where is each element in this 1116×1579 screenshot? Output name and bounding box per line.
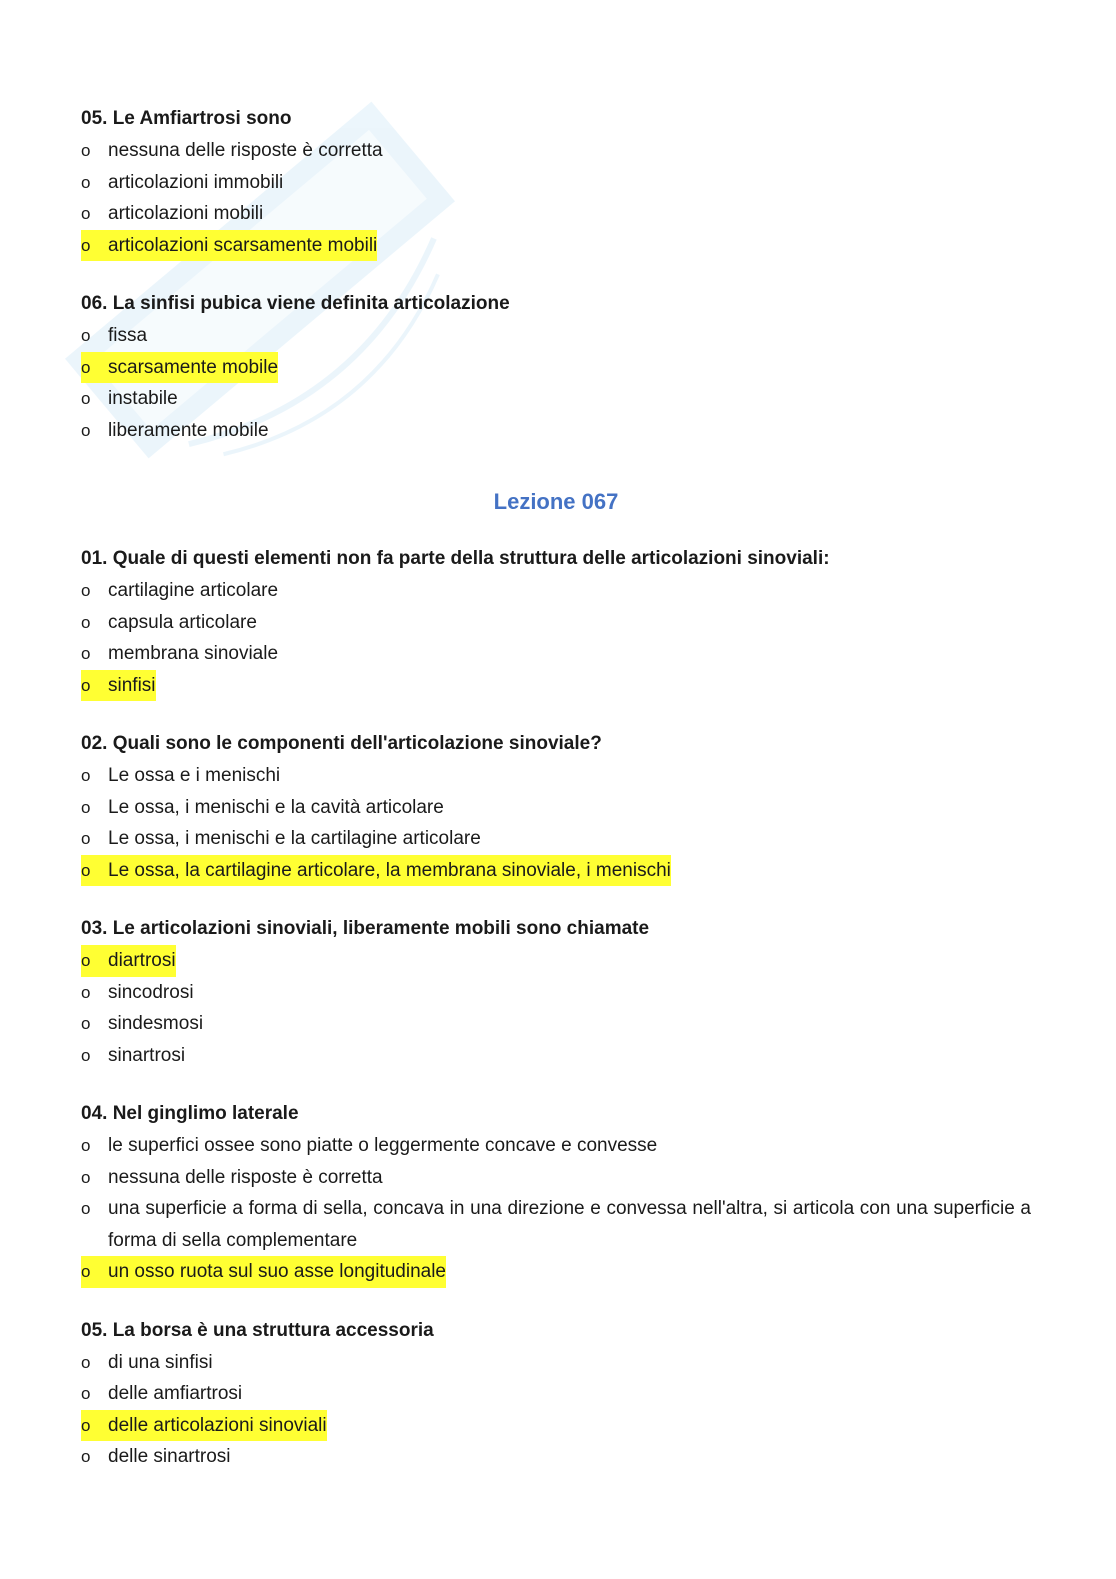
answer-option: [81, 607, 1031, 639]
bullet-icon: o: [81, 829, 91, 848]
answer-option: [81, 1008, 1031, 1040]
bullet-icon: o: [81, 1415, 91, 1435]
answer-option-correct: [81, 1410, 327, 1442]
answer-option-correct: [81, 945, 176, 977]
answer-option-correct: [81, 670, 156, 702]
answer-option: [81, 792, 1031, 824]
answer-option: [81, 977, 1031, 1009]
bullet-icon: o: [81, 982, 91, 1002]
answer-option-text: sinfisi: [108, 674, 156, 696]
bullet-icon: o: [81, 860, 91, 880]
answer-option-correct: [81, 1256, 446, 1288]
answer-option-correct: [81, 230, 377, 262]
question-title: 03. Le articolazioni sinoviali, liberamente mobili sono chiamate: [81, 918, 650, 939]
question-title: 02. Quali sono le componenti dell'articolazione sinoviale?: [81, 733, 602, 754]
answer-option-text: nessuna delle risposte è corretta: [108, 140, 383, 161]
answer-option: [81, 760, 1031, 792]
answer-option-text: un osso ruota sul suo asse longitudinale: [108, 1261, 447, 1282]
answer-option: [81, 1441, 1031, 1473]
bullet-icon: o: [81, 766, 91, 785]
bullet-icon: o: [81, 1045, 91, 1065]
answer-option-correct: [81, 855, 671, 887]
bullet-icon: o: [81, 172, 91, 192]
bullet-icon: o: [81, 1384, 91, 1403]
answer-option-text: fissa: [108, 325, 148, 346]
answer-option: [81, 1162, 1031, 1194]
question-block: [81, 728, 1031, 886]
answer-option: [81, 1040, 1031, 1072]
lesson-title: Lezione 067: [493, 489, 619, 514]
bullet-icon: o: [81, 675, 91, 695]
answer-option: [81, 575, 1031, 607]
question-block: [81, 1315, 1031, 1473]
answer-option: [81, 1378, 1031, 1410]
answer-option: [81, 383, 1031, 415]
bullet-icon: o: [81, 235, 91, 255]
bullet-icon: o: [81, 612, 91, 632]
bullet-icon: o: [81, 141, 91, 160]
answer-option-correct: [81, 352, 278, 384]
bullet-icon: o: [81, 1262, 91, 1281]
answer-option: [81, 198, 1031, 230]
bullet-icon: o: [81, 389, 91, 408]
answer-option-text: nessuna delle risposte è corretta: [108, 1166, 383, 1188]
answer-option-text: le superfici ossee sono piatte o leggermente concave e convesse: [108, 1135, 658, 1156]
answer-option: [81, 135, 1031, 167]
bullet-icon: o: [81, 357, 91, 377]
answer-option-text: cartilagine articolare: [108, 580, 279, 601]
answer-option-text: sindesmosi: [108, 1013, 204, 1034]
answer-option-text: articolazioni immobili: [108, 171, 284, 193]
answer-option: [81, 1193, 1031, 1256]
question-block: [81, 103, 1031, 261]
question-title: 06. La sinfisi pubica viene definita articolazione: [81, 293, 510, 314]
question-title: 01. Quale di questi elementi non fa parte della struttura delle articolazioni sinoviali:: [81, 548, 830, 569]
bullet-icon: o: [81, 1014, 91, 1033]
bullet-icon: o: [81, 420, 91, 440]
bullet-icon: o: [81, 1199, 91, 1218]
answer-option-text: instabile: [108, 388, 178, 409]
answer-option-text: scarsamente mobile: [108, 356, 279, 378]
bullet-icon: o: [81, 1167, 91, 1187]
bullet-icon: o: [81, 797, 91, 817]
answer-option-text: una superficie a forma di sella, concava in una direzione e convessa nell'altra, si articola con una superficie a forma di sella complementare: [108, 1198, 1031, 1251]
answer-option-text: membrana sinoviale: [108, 643, 279, 664]
answer-option: [81, 1130, 1031, 1162]
bullet-icon: o: [81, 326, 91, 345]
answer-option-text: articolazioni mobili: [108, 203, 264, 224]
document-page: [81, 103, 1031, 1500]
answer-option: [81, 167, 1031, 199]
answer-option-text: liberamente mobile: [108, 419, 269, 441]
question-block: [81, 543, 1031, 701]
answer-option-text: Le ossa e i menischi: [108, 765, 281, 786]
answer-option: [81, 823, 1031, 855]
question-title: 05. La borsa è una struttura accessoria: [81, 1319, 434, 1341]
bullet-icon: o: [81, 644, 91, 663]
question-block: [81, 288, 1031, 446]
answer-option-text: Le ossa, la cartilagine articolare, la membrana sinoviale, i menischi: [108, 859, 671, 881]
answer-option-text: sinartrosi: [108, 1044, 186, 1066]
question-block: [81, 913, 1031, 1071]
question-title: 05. Le Amfiartrosi sono: [81, 108, 292, 129]
answer-option: [81, 638, 1031, 670]
bullet-icon: o: [81, 1352, 91, 1372]
bullet-icon: o: [81, 1447, 91, 1466]
answer-option-text: delle articolazioni sinoviali: [108, 1414, 327, 1436]
answer-option: [81, 415, 1031, 447]
answer-option-text: delle sinartrosi: [108, 1446, 231, 1467]
question-title: 04. Nel ginglimo laterale: [81, 1103, 299, 1124]
answer-option-text: delle amfiartrosi: [108, 1383, 243, 1404]
answer-option-text: diartrosi: [108, 950, 176, 971]
answer-option-text: Le ossa, i menischi e la cartilagine articolare: [108, 828, 481, 849]
question-block: [81, 1098, 1031, 1288]
bullet-icon: o: [81, 951, 91, 970]
answer-option: [81, 1347, 1031, 1379]
answer-option: [81, 320, 1031, 352]
bullet-icon: o: [81, 204, 91, 223]
bullet-icon: o: [81, 581, 91, 600]
bullet-icon: o: [81, 1136, 91, 1155]
answer-option-text: articolazioni scarsamente mobili: [108, 234, 378, 256]
answer-option-text: capsula articolare: [108, 611, 257, 633]
answer-option-text: Le ossa, i menischi e la cavità articolare: [108, 796, 444, 818]
answer-option-text: di una sinfisi: [108, 1351, 213, 1373]
answer-option-text: sincodrosi: [108, 981, 194, 1003]
